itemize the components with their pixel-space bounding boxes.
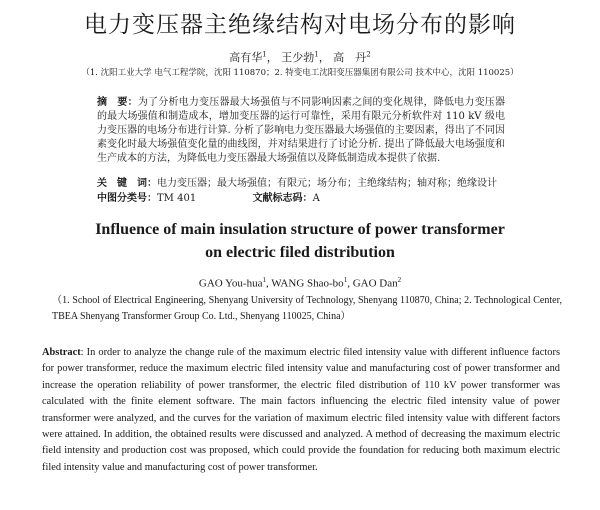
author-sup: 2 <box>397 276 402 284</box>
keywords-text: 电力变压器；最大场强值；有限元；场分布；主绝缘结构；轴对称；绝缘设计 <box>157 178 497 189</box>
abstract-label: 摘 要： <box>97 97 138 108</box>
english-abstract <box>42 345 560 476</box>
doc-value: A <box>312 193 320 204</box>
chinese-affiliation: （1. 沈阳工业大学 电气工程学院，沈阳 110870；2. 特变电工沈阳变压器集团有限公司 技术中心，沈阳 110025） <box>81 68 519 78</box>
chinese-abstract <box>97 96 505 166</box>
author-name: GAO You-hua <box>198 277 263 290</box>
chinese-keywords <box>97 174 517 189</box>
class-label: 中图分类号： <box>97 193 157 204</box>
author-name: GAO Dan <box>352 277 398 290</box>
abstract-text: : In order to analyze the change rule of the maximum electric filed intensity value with different influence factors for power transformer, reduce the maximum electric filed intensity value and manufacturing cost of power transformer and increase the operation reliability of power transformer, the electric filed distribution of 110 kV power transformer was calculated with the finite element software. The main factors influencing the electric filed intensity value of power transformer were analyzed, and the curves for the variation of maximum electric filed intensity value with different factors were attained. In addition, the obtained results were discussed and analyzed. A method of decreasing the maximum electric field intensity and production cost was proposed, which could provide the foundation for reducing both maximum electric filed intensity value and manufacturing cost of power transformer. <box>42 347 560 473</box>
author-name: 高有华 <box>229 51 263 64</box>
chinese-title: 电力变压器主绝缘结构对电场分布的影响 <box>84 12 516 38</box>
author-sup: 1 <box>343 276 348 284</box>
author-sup: 1 <box>314 50 319 59</box>
english-title-line2: on electric filed distribution <box>205 244 395 261</box>
english-authors: GAO You-hua$^1$, WANG Shao-$bo^1$, GAO Dan$^2$ <box>198 276 402 290</box>
class-value: TM 401 <box>157 193 197 204</box>
author-sup: 2 <box>366 50 371 59</box>
author-sup: 1 <box>262 276 266 284</box>
abstract-label: Abstract <box>42 347 81 358</box>
author-name: 高 丹 <box>333 51 367 64</box>
author-sup: 1 <box>262 50 267 59</box>
author-name: WANG Shao-bo <box>271 277 344 290</box>
doc-label: 文献标志码： <box>252 193 313 204</box>
chinese-authors: 高有华$^1$， 王少勃$^1$， 高 丹$^2$ <box>229 50 371 64</box>
english-title-line1: Influence of main insulation structure of power transformer <box>95 221 505 238</box>
author-name: 王少勃 <box>281 51 315 64</box>
classification-line <box>97 189 517 204</box>
english-affiliation: （1. School of Electrical Engineering, Shenyang University of Technology, Shenyang 110870, China; 2. Technological Center, TBEA Shenyang Transformer Group Co. Ltd., Shenyang 110025, China） <box>52 295 562 322</box>
keywords-label: 关 键 词： <box>97 178 157 189</box>
abstract-text: 为了分析电力变压器最大场强值与不同影响因素之间的变化规律，降低电力变压器的最大场强值和制造成本，增加变压器的运行可靠性，采用有限元分析软件对 110 kV 级电力变压器的电场分布进行计算. 分析了影响电力变压器最大场强值的主要因素，得出了不同因素变化时最大场强值变化量的曲线图，并对结果进行了讨论分析. 提出了降低最大电场强度和生产成本的方法，为降低电力变压器最大场强值以及降低制造成本提供了依据. <box>97 97 506 164</box>
english-title <box>0 218 600 264</box>
